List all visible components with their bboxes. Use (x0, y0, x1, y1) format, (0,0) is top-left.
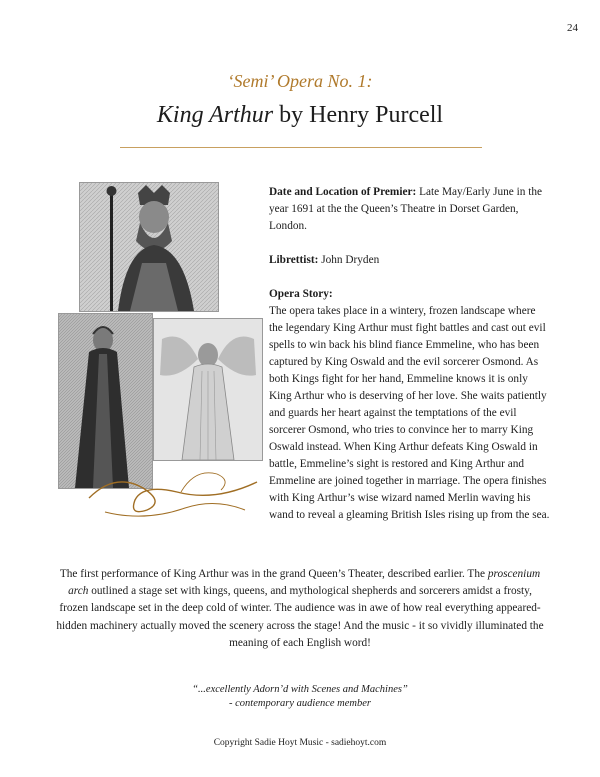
title-divider (120, 147, 482, 148)
page-number: 24 (567, 22, 578, 34)
quote-attribution: - contemporary audience member (229, 698, 371, 709)
story-paragraph (269, 286, 550, 524)
proscenium-term: proscenium arch (68, 568, 541, 598)
story-label: Opera Story: (269, 288, 333, 300)
illustration-collage (55, 182, 265, 524)
page-title (0, 102, 600, 129)
story-text: The opera takes place in a wintery, frozen landscape where the legendary King Arthur must fight battles and cast out evil spells to win back his blind fiance Emmeline, who has been captured by King Oswald and the evil sorcerer Osmond. As both Kings fight for her hand, Emmeline knows it is only King Arthur who is deserving of her love. She waits patiently and guards her heart against the temptations of the evil sorcerer Osmond, who tries to convince her to marry King Oswald instead. When King Arthur defeats King Oswald in battle, Emmeline’s sight is restored and King Arthur and Emmeline are joined together in marriage. The opera finishes with King Arthur’s wise wizard named Merlin waving his wand to reveal a gleaming British Isles rising up from the sea. (269, 305, 550, 521)
merlin-illustration (153, 318, 263, 461)
title-composer: by Henry Purcell (273, 102, 444, 128)
premier-paragraph (269, 184, 550, 235)
librettist-paragraph (269, 252, 550, 269)
performance-text-1: The first performance of King Arthur was in the grand Queen’s Theater, described earlier. The (59, 568, 488, 580)
librettist-text: John Dryden (318, 254, 380, 266)
quote-text: “...excellently Adorn’d with Scenes and Machines” (192, 684, 408, 695)
performance-paragraph (55, 566, 545, 652)
title-work: King Arthur (156, 102, 274, 128)
king-arthur-illustration (79, 182, 219, 312)
performance-text-2: outlined a stage set with kings, queens, and mythological shepherds and sorcerers amidst a frosty, frozen landscape set in the deep cold of winter. The audience was in awe of how real everything appeared- hidden machinery actually moved the scenery across the stage! And the music - it so vividly illuminated the meaning of each English word! (56, 585, 544, 649)
premier-text: Late May/Early June in the year 1691 at the the Queen’s Theatre in Dorset Garden, London. (269, 186, 543, 232)
opera-info (269, 184, 550, 541)
decorative-flourish (85, 452, 263, 524)
opera-subtitle: ‘Semi’ Opera No. 1: (227, 71, 373, 91)
copyright-footer: Copyright Sadie Hoyt Music - sadiehoyt.com (213, 738, 387, 748)
audience-quote (0, 683, 600, 711)
librettist-label: Librettist: (269, 254, 319, 266)
premier-label: Date and Location of Premier: (269, 186, 417, 198)
